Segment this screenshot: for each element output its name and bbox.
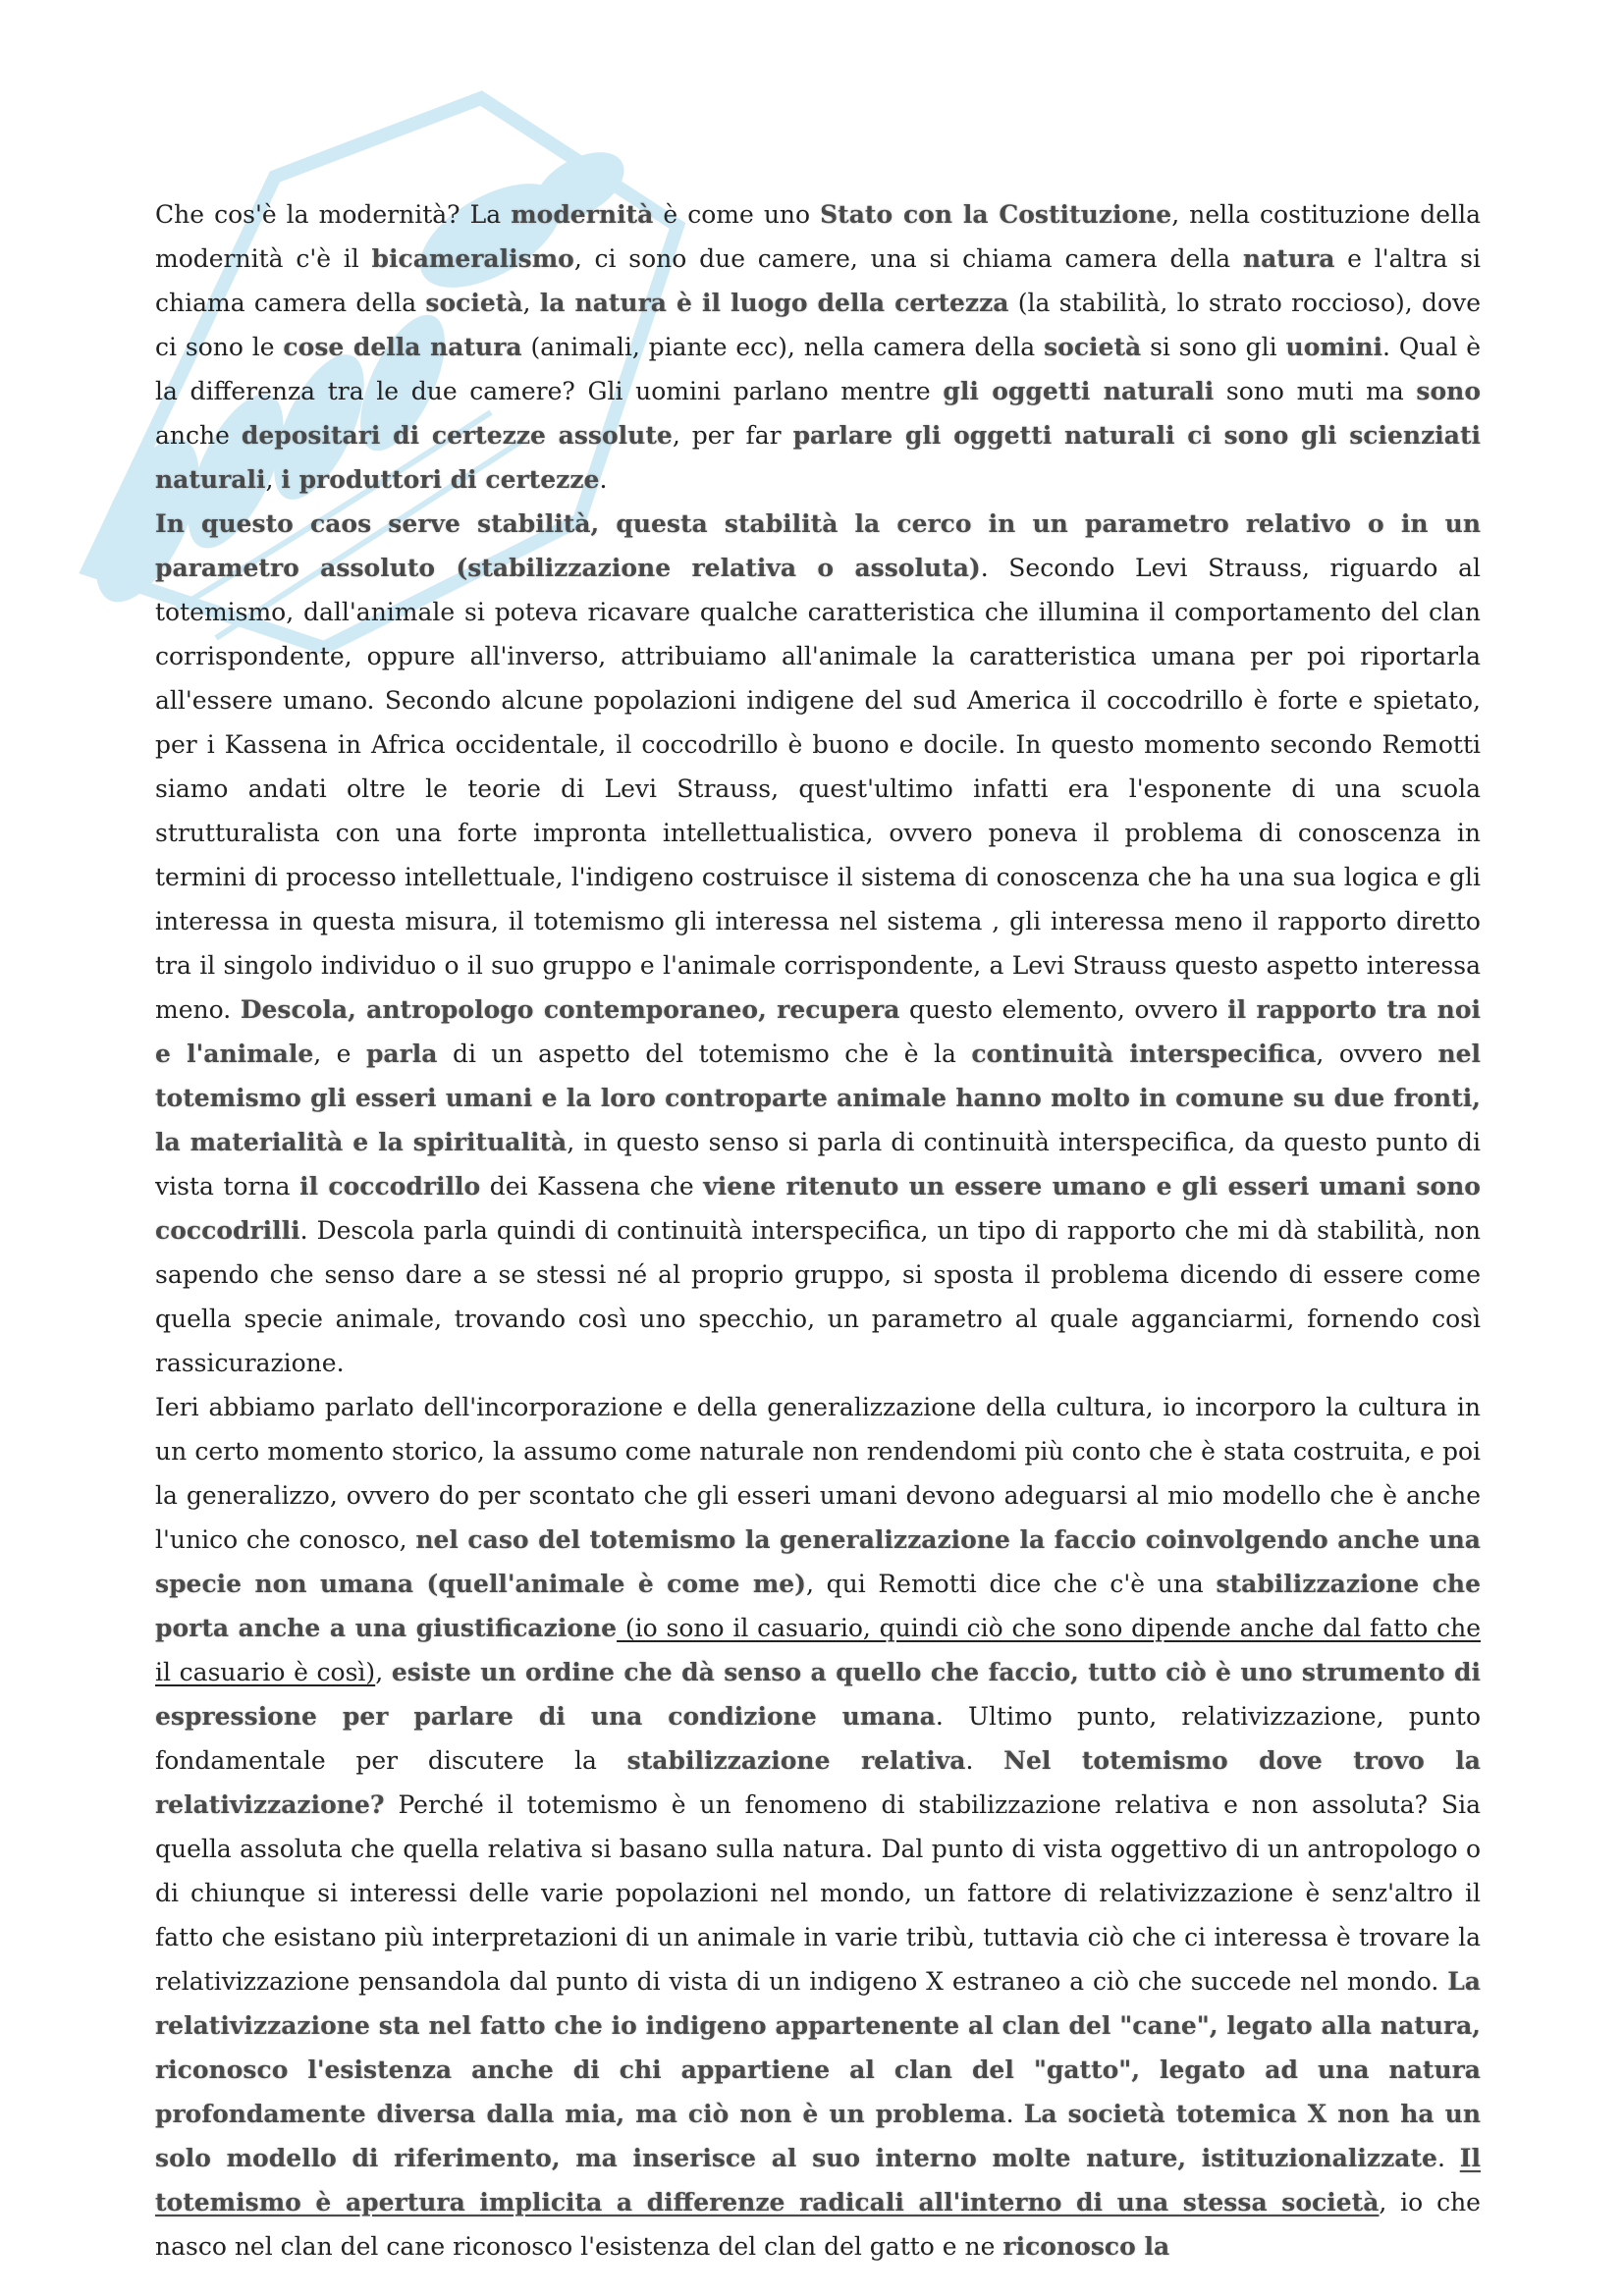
text-segment: sono muti ma (1214, 377, 1417, 405)
highlighted-text: viene ritenuto un essere umano e gli esseri umani sono coccodrilli (155, 1172, 1481, 1245)
highlighted-text: la natura è il luogo della certezza (539, 289, 1009, 317)
text-segment: , per far (672, 421, 793, 450)
paragraph (155, 192, 1481, 502)
highlighted-text: stabilizzazione relativa (626, 1746, 966, 1775)
text-segment: dei Kassena che (480, 1172, 704, 1201)
text-segment: Perché il totemismo è un fenomeno di stabilizzazione relativa e non assoluta? Sia quella assoluta che quella relativa si basano sulla natura. Dal punto di vista oggettivo di un antropologo o di chiunque si interessi delle varie popolazioni nel mondo, un fattore di relativizzazione è senz'altro il fatto che esistano più interpretazioni di un animale in varie tribù, tuttavia ciò che ci interessa è trovare la relativizzazione pensandola dal punto di vista di un indigeno X estraneo a ciò che succede nel mondo. (155, 1790, 1481, 1996)
text-segment: , e (313, 1040, 366, 1068)
highlighted-text: parla (365, 1040, 438, 1068)
highlighted-text: nel totemismo gli esseri umani e la loro controparte animale hanno molto in comune su due fronti, la materialità e la spiritualità (155, 1040, 1482, 1156)
paragraph (155, 502, 1481, 1385)
highlighted-text: continuità interspecifica (971, 1040, 1317, 1068)
text-segment: Che cos'è la modernità? La (155, 200, 512, 229)
text-segment: . (1436, 2144, 1460, 2172)
text-segment: questo elemento, ovvero (899, 995, 1228, 1024)
highlighted-text: parlare gli oggetti naturali ci sono gli scienziati naturali (155, 421, 1482, 494)
highlighted-text: i produttori di certezze (281, 465, 600, 494)
text-segment: , qui Remotti dice che c'è una (806, 1570, 1217, 1598)
text-segment: . (599, 465, 608, 494)
text-segment: . Qual è la differenza tra le due camere? Gli uomini parlano mentre (155, 333, 1481, 405)
highlighted-text: sono (1416, 377, 1481, 405)
text-segment: . Descola parla quindi di continuità interspecifica, un tipo di rapporto che mi dà stabilità, non sapendo che senso dare a se stessi né al proprio gruppo, si sposta il problema dicendo di essere come quella specie animale, trovando così uno specchio, un parametro al quale agganciarmi, fornendo così rassicurazione. (155, 1216, 1481, 1377)
highlighted-text: gli oggetti naturali (943, 377, 1215, 405)
paragraph (155, 1385, 1481, 2269)
highlighted-text: bicameralismo (371, 244, 574, 273)
highlighted-text: Nel totemismo dove trovo la relativizzazione? (155, 1746, 1481, 1819)
text-segment: , io che nasco nel clan del cane riconosco l'esistenza del clan del gatto e ne (155, 2188, 1481, 2261)
text-segment: (animali, piante ecc), nella camera della (521, 333, 1045, 361)
document-body (155, 192, 1481, 2269)
highlighted-text: società (425, 289, 523, 317)
text-segment: e l'altra si chiama camera della (155, 244, 1481, 317)
highlighted-text: il rapporto tra noi e l'animale (155, 995, 1481, 1068)
text-segment: anche (155, 421, 242, 450)
text-segment: di un aspetto del totemismo che è la (437, 1040, 972, 1068)
text-segment: si sono gli (1141, 333, 1286, 361)
text-segment: è come uno (653, 200, 821, 229)
highlighted-text: riconosco la (1002, 2232, 1170, 2261)
text-segment: , ovvero (1316, 1040, 1438, 1068)
text-segment: . (1005, 2100, 1024, 2128)
text-segment: . (965, 1746, 1004, 1775)
text-segment: Ieri abbiamo parlato dell'incorporazione e della generalizzazione della cultura, io incorporo la cultura in un certo momento storico, la assumo come naturale non rendendomi più conto che è stata costruita, e poi la generalizzo, ovvero do per scontato che gli esseri umani devono adeguarsi al mio modello che è anche l'unico che conosco, (155, 1393, 1481, 1554)
text-segment: , nella costituzione della modernità c'è il (155, 200, 1481, 273)
text-segment: , ci sono due camere, una si chiama camera della (573, 244, 1243, 273)
highlighted-text: società (1044, 333, 1142, 361)
highlighted-text: uomini (1285, 333, 1383, 361)
highlighted-text: (io sono il casuario, quindi ciò che sono dipende anche dal fatto che il casuario è così) (155, 1614, 1482, 1686)
highlighted-text: In questo caos serve stabilità, questa stabilità la cerco in un parametro relativo o in un parametro assoluto (stabilizzazione relativa o assoluta) (155, 509, 1481, 582)
highlighted-text: Stato con la Costituzione (820, 200, 1172, 229)
text-segment: , in questo senso si parla di continuità interspecifica, da questo punto di vista torna (155, 1128, 1481, 1201)
text-segment: , (375, 1658, 392, 1686)
highlighted-text: nel caso del totemismo la generalizzazione la faccio coinvolgendo anche una specie non umana (quell'animale è come me) (155, 1525, 1481, 1598)
highlighted-text: stabilizzazione che porta anche a una giustificazione (155, 1570, 1482, 1642)
highlighted-text: Il totemismo è apertura implicita a differenze radicali all'interno di una stessa società (155, 2144, 1481, 2216)
highlighted-text: il coccodrillo (299, 1172, 481, 1201)
highlighted-text: modernità (511, 200, 654, 229)
highlighted-text: esiste un ordine che dà senso a quello che faccio, tutto ciò è uno strumento di espressione per parlare di una condizione umana (155, 1658, 1481, 1731)
highlighted-text: cose della natura (283, 333, 522, 361)
text-segment: . Secondo Levi Strauss, riguardo al totemismo, dall'animale si poteva ricavare qualche caratteristica che illumina il comportamento del clan corrispondente, oppure all'inverso, attribuiamo all'animale la caratteristica umana per poi riportarla all'essere umano. Secondo alcune popolazioni indigene del sud America il coccodrillo è forte e spietato, per i Kassena in Africa occidentale, il coccodrillo è buono e docile. In questo momento secondo Remotti siamo andati oltre le teorie di Levi Strauss, quest'ultimo infatti era l'esponente di una scuola strutturalista con una forte impronta intellettualistica, ovvero poneva il problema di conoscenza in termini di processo intellettuale, l'indigeno costruisce il sistema di conoscenza che ha una sua logica e gli interessa in questa misura, il totemismo gli interessa nel sistema , gli interessa meno il rapporto diretto tra il singolo individuo o il suo gruppo e l'animale corrispondente, a Levi Strauss questo aspetto interessa meno. (155, 554, 1481, 1024)
text-segment: (la stabilità, lo strato roccioso), dove ci sono le (155, 289, 1481, 361)
text-segment: , (265, 465, 282, 494)
highlighted-text: depositari di certezze assolute (241, 421, 673, 450)
highlighted-text: La società totemica X non ha un solo modello di riferimento, ma inserisce al suo interno molte nature, istituzionalizzate (155, 2100, 1481, 2172)
highlighted-text: Descola, antropologo contemporaneo, recupera (240, 995, 900, 1024)
text-segment: , (522, 289, 540, 317)
highlighted-text: La relativizzazione sta nel fatto che io indigeno appartenente al clan del "cane", legato alla natura, riconosco l'esistenza anche di chi appartiene al clan del "gatto", legato ad una natura profondamente diversa dalla mia, ma ciò non è un problema (155, 1967, 1481, 2128)
text-segment: . Ultimo punto, relativizzazione, punto fondamentale per discutere la (155, 1702, 1481, 1775)
highlighted-text: natura (1242, 244, 1335, 273)
